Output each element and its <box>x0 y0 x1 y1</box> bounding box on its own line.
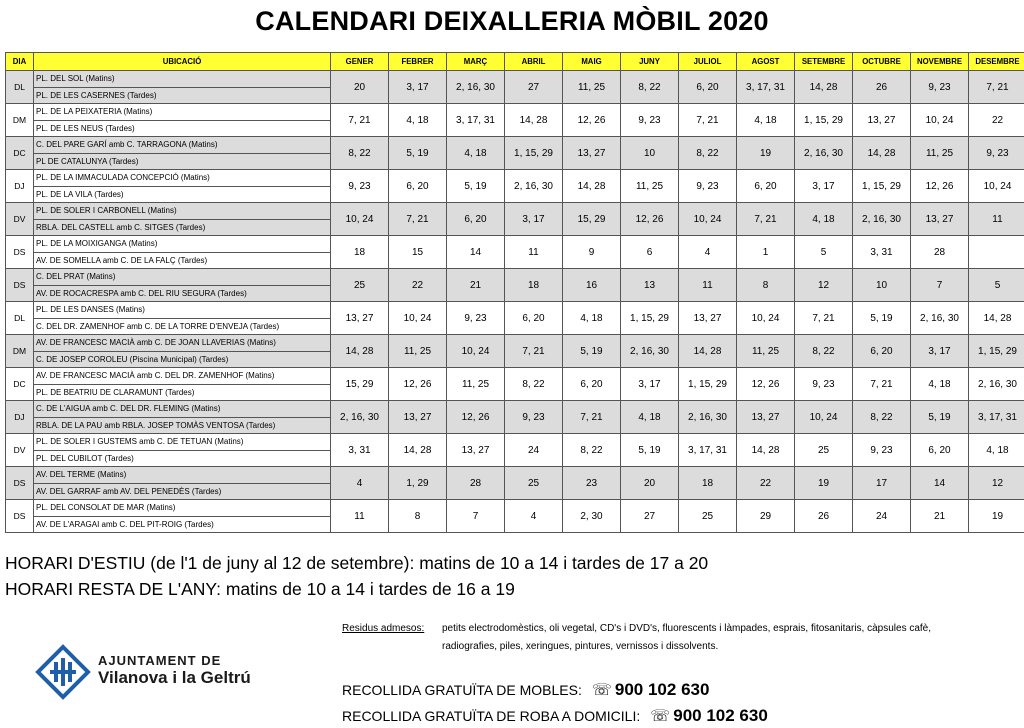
date-cell: 11, 25 <box>621 170 679 203</box>
date-cell: 9, 23 <box>853 434 911 467</box>
table-row <box>6 104 1024 121</box>
afternoon-location: PL. DE BEATRIU DE CLARAMUNT (Tardes) <box>34 384 331 401</box>
date-cell: 6, 20 <box>447 203 505 236</box>
date-cell: 1, 15, 29 <box>853 170 911 203</box>
date-cell: 9 <box>563 236 621 269</box>
date-cell: 3, 17 <box>621 368 679 401</box>
date-cell: 1, 15, 29 <box>679 368 737 401</box>
day-cell: DV <box>6 434 34 467</box>
date-cell: 10, 24 <box>447 335 505 368</box>
column-header: ABRIL <box>505 53 563 71</box>
date-cell: 13, 27 <box>853 104 911 137</box>
date-cell: 3, 17, 31 <box>737 71 795 104</box>
date-cell: 4, 18 <box>563 302 621 335</box>
date-cell: 9, 23 <box>331 170 389 203</box>
date-cell: 6, 20 <box>911 434 969 467</box>
date-cell: 14 <box>447 236 505 269</box>
date-cell: 9, 23 <box>969 137 1024 170</box>
date-cell: 14, 28 <box>737 434 795 467</box>
date-cell: 2, 16, 30 <box>505 170 563 203</box>
date-cell: 11, 25 <box>447 368 505 401</box>
date-cell: 19 <box>969 500 1024 533</box>
afternoon-location: C. DE JOSEP COROLEU (Piscina Municipal) (Tardes) <box>34 351 331 368</box>
rest-of-year-schedule: HORARI RESTA DE L'ANY: matins de 10 a 14 i tardes de 16 a 19 <box>5 579 515 599</box>
morning-location: AV. DE FRANCESC MACIÀ amb C. DEL DR. ZAMENHOF (Matins) <box>34 368 331 385</box>
date-cell: 11, 25 <box>737 335 795 368</box>
date-cell: 4 <box>331 467 389 500</box>
date-cell: 11 <box>679 269 737 302</box>
morning-location: C. DE L'AIGUA amb C. DEL DR. FLEMING (Matins) <box>34 401 331 418</box>
date-cell: 14, 28 <box>969 302 1024 335</box>
date-cell: 26 <box>853 71 911 104</box>
date-cell: 1 <box>737 236 795 269</box>
logo-line-1: AJUNTAMENT DE <box>98 653 222 668</box>
date-cell: 2, 16, 30 <box>969 368 1024 401</box>
date-cell: 14, 28 <box>795 71 853 104</box>
date-cell: 15, 29 <box>331 368 389 401</box>
date-cell: 9, 23 <box>679 170 737 203</box>
date-cell: 11 <box>505 236 563 269</box>
date-cell: 1, 15, 29 <box>969 335 1024 368</box>
column-header: AGOST <box>737 53 795 71</box>
date-cell: 15, 29 <box>563 203 621 236</box>
date-cell: 5 <box>795 236 853 269</box>
date-cell: 3, 31 <box>853 236 911 269</box>
date-cell: 25 <box>505 467 563 500</box>
morning-location: PL. DE LA MOIXIGANGA (Matins) <box>34 236 331 253</box>
date-cell <box>969 236 1024 269</box>
afternoon-location: AV. DEL GARRAF amb AV. DEL PENEDÈS (Tardes) <box>34 483 331 500</box>
city-council-logo-icon <box>35 644 91 700</box>
date-cell: 7, 21 <box>737 203 795 236</box>
date-cell: 19 <box>737 137 795 170</box>
date-cell: 1, 15, 29 <box>621 302 679 335</box>
date-cell: 7, 21 <box>331 104 389 137</box>
table-row <box>6 335 1024 352</box>
date-cell: 12, 26 <box>389 368 447 401</box>
date-cell: 6 <box>621 236 679 269</box>
date-cell: 10, 24 <box>911 104 969 137</box>
morning-location: AV. DEL TERME (Matins) <box>34 467 331 484</box>
date-cell: 7, 21 <box>795 302 853 335</box>
day-cell: DS <box>6 467 34 500</box>
date-cell: 10, 24 <box>331 203 389 236</box>
date-cell: 2, 16, 30 <box>853 203 911 236</box>
afternoon-location: AV. DE SOMELLA amb C. DE LA FALÇ (Tardes) <box>34 252 331 269</box>
date-cell: 13, 27 <box>331 302 389 335</box>
date-cell: 3, 17, 31 <box>679 434 737 467</box>
date-cell: 2, 16, 30 <box>447 71 505 104</box>
date-cell: 18 <box>331 236 389 269</box>
date-cell: 4, 18 <box>389 104 447 137</box>
column-header: DESEMBRE <box>969 53 1024 71</box>
date-cell: 12, 26 <box>911 170 969 203</box>
date-cell: 5, 19 <box>911 401 969 434</box>
date-cell: 8, 22 <box>331 137 389 170</box>
date-cell: 14 <box>911 467 969 500</box>
afternoon-location: RBLA. DEL CASTELL amb C. SITGES (Tardes) <box>34 219 331 236</box>
date-cell: 6, 20 <box>679 71 737 104</box>
date-cell: 4 <box>505 500 563 533</box>
day-cell: DV <box>6 203 34 236</box>
date-cell: 4, 18 <box>621 401 679 434</box>
date-cell: 8 <box>737 269 795 302</box>
date-cell: 5, 19 <box>447 170 505 203</box>
column-header: JUNY <box>621 53 679 71</box>
date-cell: 4 <box>679 236 737 269</box>
date-cell: 9, 23 <box>911 71 969 104</box>
afternoon-location: AV. DE ROCACRESPA amb C. DEL RIU SEGURA (Tardes) <box>34 285 331 302</box>
column-header: FEBRER <box>389 53 447 71</box>
date-cell: 16 <box>563 269 621 302</box>
date-cell: 3, 17 <box>505 203 563 236</box>
date-cell: 1, 15, 29 <box>795 104 853 137</box>
date-cell: 14, 28 <box>331 335 389 368</box>
column-header: SETEMBRE <box>795 53 853 71</box>
table-row <box>6 467 1024 484</box>
date-cell: 9, 23 <box>447 302 505 335</box>
column-header: MARÇ <box>447 53 505 71</box>
date-cell: 20 <box>331 71 389 104</box>
date-cell: 21 <box>447 269 505 302</box>
afternoon-location: PL. DE LES CASERNES (Tardes) <box>34 87 331 104</box>
date-cell: 11 <box>969 203 1024 236</box>
date-cell: 14, 28 <box>389 434 447 467</box>
date-cell: 13, 27 <box>679 302 737 335</box>
morning-location: PL. DEL CONSOLAT DE MAR (Matins) <box>34 500 331 517</box>
afternoon-location: RBLA. DE LA PAU amb RBLA. JOSEP TOMÀS VENTOSA (Tardes) <box>34 417 331 434</box>
date-cell: 24 <box>505 434 563 467</box>
date-cell: 20 <box>621 467 679 500</box>
date-cell: 4, 18 <box>969 434 1024 467</box>
clothes-pickup <box>342 706 768 726</box>
date-cell: 14, 28 <box>853 137 911 170</box>
date-cell: 22 <box>389 269 447 302</box>
date-cell: 13, 27 <box>447 434 505 467</box>
date-cell: 12 <box>795 269 853 302</box>
table-row <box>6 368 1024 385</box>
date-cell: 8, 22 <box>795 335 853 368</box>
date-cell: 4, 18 <box>447 137 505 170</box>
date-cell: 1, 15, 29 <box>505 137 563 170</box>
morning-location: PL. DE LA IMMACULADA CONCEPCIÓ (Matins) <box>34 170 331 187</box>
date-cell: 29 <box>737 500 795 533</box>
date-cell: 14, 28 <box>563 170 621 203</box>
date-cell: 10 <box>621 137 679 170</box>
date-cell: 2, 16, 30 <box>331 401 389 434</box>
date-cell: 10, 24 <box>737 302 795 335</box>
clothes-pickup-phone: 900 102 630 <box>673 706 768 725</box>
day-cell: DJ <box>6 170 34 203</box>
day-cell: DS <box>6 236 34 269</box>
date-cell: 2, 30 <box>563 500 621 533</box>
table-row <box>6 71 1024 88</box>
date-cell: 11, 25 <box>389 335 447 368</box>
column-header: JULIOL <box>679 53 737 71</box>
date-cell: 11 <box>331 500 389 533</box>
column-header: GENER <box>331 53 389 71</box>
date-cell: 2, 16, 30 <box>911 302 969 335</box>
date-cell: 6, 20 <box>853 335 911 368</box>
date-cell: 2, 16, 30 <box>795 137 853 170</box>
morning-location: PL. DE LES DANSES (Matins) <box>34 302 331 319</box>
date-cell: 13, 27 <box>389 401 447 434</box>
afternoon-location: PL. DE LES NEUS (Tardes) <box>34 120 331 137</box>
date-cell: 21 <box>911 500 969 533</box>
date-cell: 13, 27 <box>911 203 969 236</box>
date-cell: 10 <box>853 269 911 302</box>
column-header: MAIG <box>563 53 621 71</box>
date-cell: 8 <box>389 500 447 533</box>
column-header: OCTUBRE <box>853 53 911 71</box>
date-cell: 3, 17, 31 <box>447 104 505 137</box>
table-row <box>6 203 1024 220</box>
date-cell: 12, 26 <box>621 203 679 236</box>
page-title: CALENDARI DEIXALLERIA MÒBIL 2020 <box>255 6 769 36</box>
table-row <box>6 401 1024 418</box>
date-cell: 10, 24 <box>795 401 853 434</box>
date-cell: 7, 21 <box>969 71 1024 104</box>
morning-location: C. DEL PRAT (Matins) <box>34 269 331 286</box>
summer-schedule: HORARI D'ESTIU (de l'1 de juny al 12 de setembre): matins de 10 a 14 i tardes de 17 a 20 <box>5 553 709 573</box>
morning-location: PL. DE LA PEIXATERIA (Matins) <box>34 104 331 121</box>
date-cell: 27 <box>621 500 679 533</box>
date-cell: 9, 23 <box>621 104 679 137</box>
date-cell: 28 <box>911 236 969 269</box>
date-cell: 7, 21 <box>505 335 563 368</box>
date-cell: 5, 19 <box>621 434 679 467</box>
date-cell: 12, 26 <box>563 104 621 137</box>
date-cell: 4, 18 <box>737 104 795 137</box>
date-cell: 13, 27 <box>563 137 621 170</box>
calendar-table <box>5 52 1024 533</box>
telephone-icon: ☏ <box>650 708 671 725</box>
day-cell: DJ <box>6 401 34 434</box>
day-cell: DS <box>6 500 34 533</box>
day-cell: DL <box>6 302 34 335</box>
table-row <box>6 170 1024 187</box>
date-cell: 13, 27 <box>737 401 795 434</box>
date-cell: 26 <box>795 500 853 533</box>
date-cell: 13 <box>621 269 679 302</box>
date-cell: 3, 31 <box>331 434 389 467</box>
date-cell: 9, 23 <box>505 401 563 434</box>
date-cell: 18 <box>679 467 737 500</box>
table-row <box>6 302 1024 319</box>
date-cell: 7 <box>447 500 505 533</box>
date-cell: 12 <box>969 467 1024 500</box>
morning-location: PL. DE SOLER I CARBONELL (Matins) <box>34 203 331 220</box>
afternoon-location: PL. DEL CUBILOT (Tardes) <box>34 450 331 467</box>
date-cell: 7, 21 <box>679 104 737 137</box>
table-row <box>6 269 1024 286</box>
date-cell: 5 <box>969 269 1024 302</box>
afternoon-location: AV. DE L'ARAGAI amb C. DEL PIT-ROIG (Tardes) <box>34 516 331 533</box>
date-cell: 4, 18 <box>795 203 853 236</box>
date-cell: 22 <box>969 104 1024 137</box>
date-cell: 7, 21 <box>853 368 911 401</box>
date-cell: 12, 26 <box>737 368 795 401</box>
date-cell: 8, 22 <box>563 434 621 467</box>
column-header: DIA <box>6 53 34 71</box>
date-cell: 4, 18 <box>911 368 969 401</box>
date-cell: 28 <box>447 467 505 500</box>
table-header-row <box>6 53 1024 71</box>
accepted-waste-line-1: petits electrodomèstics, oli vegetal, CD's i DVD's, fluorescents i làmpades, esprais, fitosanitaris, càpsules cafè, <box>442 623 932 634</box>
date-cell: 25 <box>331 269 389 302</box>
furniture-pickup-label: RECOLLIDA GRATUÏTA DE MOBLES: <box>342 682 582 698</box>
date-cell: 3, 17 <box>795 170 853 203</box>
morning-location: PL. DEL SOL (Matins) <box>34 71 331 88</box>
afternoon-location: C. DEL DR. ZAMENHOF amb C. DE LA TORRE D'ENVEJA (Tardes) <box>34 318 331 335</box>
date-cell: 2, 16, 30 <box>679 401 737 434</box>
date-cell: 9, 23 <box>795 368 853 401</box>
day-cell: DC <box>6 368 34 401</box>
date-cell: 8, 22 <box>853 401 911 434</box>
date-cell: 7, 21 <box>563 401 621 434</box>
date-cell: 7, 21 <box>389 203 447 236</box>
day-cell: DM <box>6 104 34 137</box>
column-header: UBICACIÓ <box>34 53 331 71</box>
telephone-icon: ☏ <box>591 682 612 699</box>
date-cell: 10, 24 <box>389 302 447 335</box>
date-cell: 5, 19 <box>389 137 447 170</box>
date-cell: 14, 28 <box>505 104 563 137</box>
date-cell: 5, 19 <box>853 302 911 335</box>
date-cell: 8, 22 <box>505 368 563 401</box>
morning-location: PL. DE SOLER I GUSTEMS amb C. DE TETUAN (Matins) <box>34 434 331 451</box>
day-cell: DS <box>6 269 34 302</box>
table-row <box>6 137 1024 154</box>
logo-line-2: Vilanova i la Geltrú <box>98 668 251 687</box>
accepted-waste-line-2: radiografies, piles, xeringues, pintures, vernissos i dissolvents. <box>442 641 719 652</box>
date-cell: 10, 24 <box>679 203 737 236</box>
date-cell: 25 <box>679 500 737 533</box>
accepted-waste-label: Residus admesos: <box>342 623 425 634</box>
table-row <box>6 500 1024 517</box>
afternoon-location: PL. DE LA VILA (Tardes) <box>34 186 331 203</box>
column-header: NOVEMBRE <box>911 53 969 71</box>
date-cell: 17 <box>853 467 911 500</box>
furniture-pickup <box>342 680 709 700</box>
date-cell: 24 <box>853 500 911 533</box>
date-cell: 22 <box>737 467 795 500</box>
day-cell: DC <box>6 137 34 170</box>
table-row <box>6 236 1024 253</box>
date-cell: 25 <box>795 434 853 467</box>
day-cell: DL <box>6 71 34 104</box>
afternoon-location: PL DE CATALUNYA (Tardes) <box>34 153 331 170</box>
date-cell: 2, 16, 30 <box>621 335 679 368</box>
date-cell: 1, 29 <box>389 467 447 500</box>
morning-location: C. DEL PARE GARÍ amb C. TARRAGONA (Matins) <box>34 137 331 154</box>
date-cell: 3, 17, 31 <box>969 401 1024 434</box>
date-cell: 6, 20 <box>389 170 447 203</box>
date-cell: 12, 26 <box>447 401 505 434</box>
morning-location: AV. DE FRANCESC MACIÀ amb C. DE JOAN LLAVERIAS (Matins) <box>34 335 331 352</box>
date-cell: 6, 20 <box>563 368 621 401</box>
date-cell: 27 <box>505 71 563 104</box>
date-cell: 15 <box>389 236 447 269</box>
date-cell: 7 <box>911 269 969 302</box>
date-cell: 10, 24 <box>969 170 1024 203</box>
date-cell: 3, 17 <box>911 335 969 368</box>
date-cell: 19 <box>795 467 853 500</box>
clothes-pickup-label: RECOLLIDA GRATUÏTA DE ROBA A DOMICILI: <box>342 708 641 724</box>
date-cell: 18 <box>505 269 563 302</box>
date-cell: 8, 22 <box>621 71 679 104</box>
date-cell: 11, 25 <box>563 71 621 104</box>
date-cell: 6, 20 <box>737 170 795 203</box>
date-cell: 23 <box>563 467 621 500</box>
date-cell: 14, 28 <box>679 335 737 368</box>
date-cell: 11, 25 <box>911 137 969 170</box>
date-cell: 8, 22 <box>679 137 737 170</box>
furniture-pickup-phone: 900 102 630 <box>614 680 710 699</box>
date-cell: 6, 20 <box>505 302 563 335</box>
day-cell: DM <box>6 335 34 368</box>
date-cell: 3, 17 <box>389 71 447 104</box>
date-cell: 5, 19 <box>563 335 621 368</box>
table-row <box>6 434 1024 451</box>
